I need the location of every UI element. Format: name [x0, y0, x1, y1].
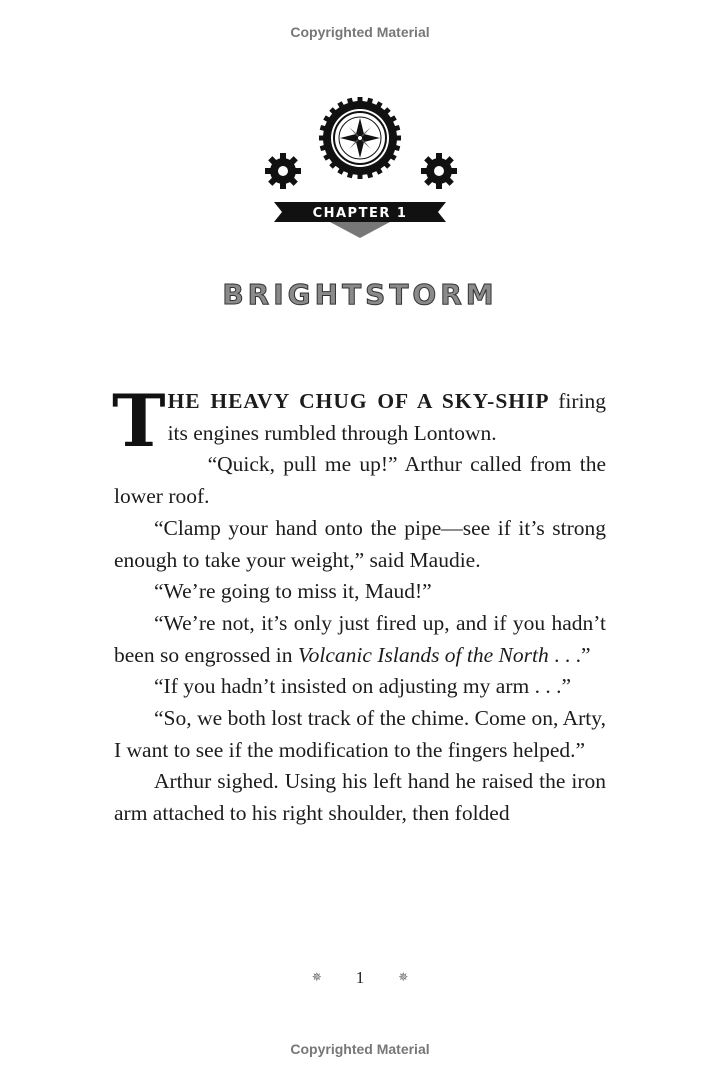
copyright-footer: Copyrighted Material [290, 1041, 430, 1057]
page-number: 1 [355, 968, 365, 987]
paragraph-2: “Quick, pull me up!” Arthur called from the lower roof. [114, 452, 606, 509]
paragraph-5-end: . . .” [548, 642, 591, 667]
paragraph-6: “If you hadn’t insisted on adjusting my arm . . .” [154, 674, 571, 699]
opening-small-caps: HE HEAVY CHUG OF A SKY-SHIP [167, 389, 550, 413]
paragraph-5 [114, 608, 606, 671]
paragraph-8: Arthur sighed. Using his left hand he raised the iron arm attached to his right shoulder, then folded [114, 769, 606, 826]
small-gear-left-icon [265, 153, 301, 189]
small-gear-right-icon [421, 153, 457, 189]
paragraph-3: “Clamp your hand onto the pipe—see if it’s strong enough to take your weight,” said Maudie. [114, 515, 606, 572]
paragraph-5-start: “We’re not, it’s only just fired up, and if you hadn’t been so engrossed in [114, 610, 606, 667]
page-footer [0, 968, 720, 988]
compass-gear-icon [319, 97, 401, 179]
paragraph-7: “So, we both lost track of the chime. Come on, Arty, I want to see if the modification to the fingers helped.” [114, 706, 606, 762]
chapter-banner-label: CHAPTER 1 [312, 206, 408, 221]
paragraph-1 [112, 378, 606, 463]
drop-cap: T [112, 378, 166, 463]
paragraph-4: “We’re going to miss it, Maud!” [154, 579, 432, 604]
body-text [112, 378, 606, 830]
paragraph-1-rest: firing its engines rumbled through Lontown. [167, 389, 606, 445]
book-title: Volcanic Islands of the North [297, 642, 549, 667]
copyright-header: Copyrighted Material [290, 24, 430, 40]
right-ornament-icon: ✵ [398, 970, 409, 984]
chapter-title: BRIGHTSTORM [222, 278, 498, 311]
chapter-banner [274, 202, 446, 238]
chapter-ornament [0, 0, 720, 250]
left-ornament-icon: ✵ [311, 970, 322, 984]
